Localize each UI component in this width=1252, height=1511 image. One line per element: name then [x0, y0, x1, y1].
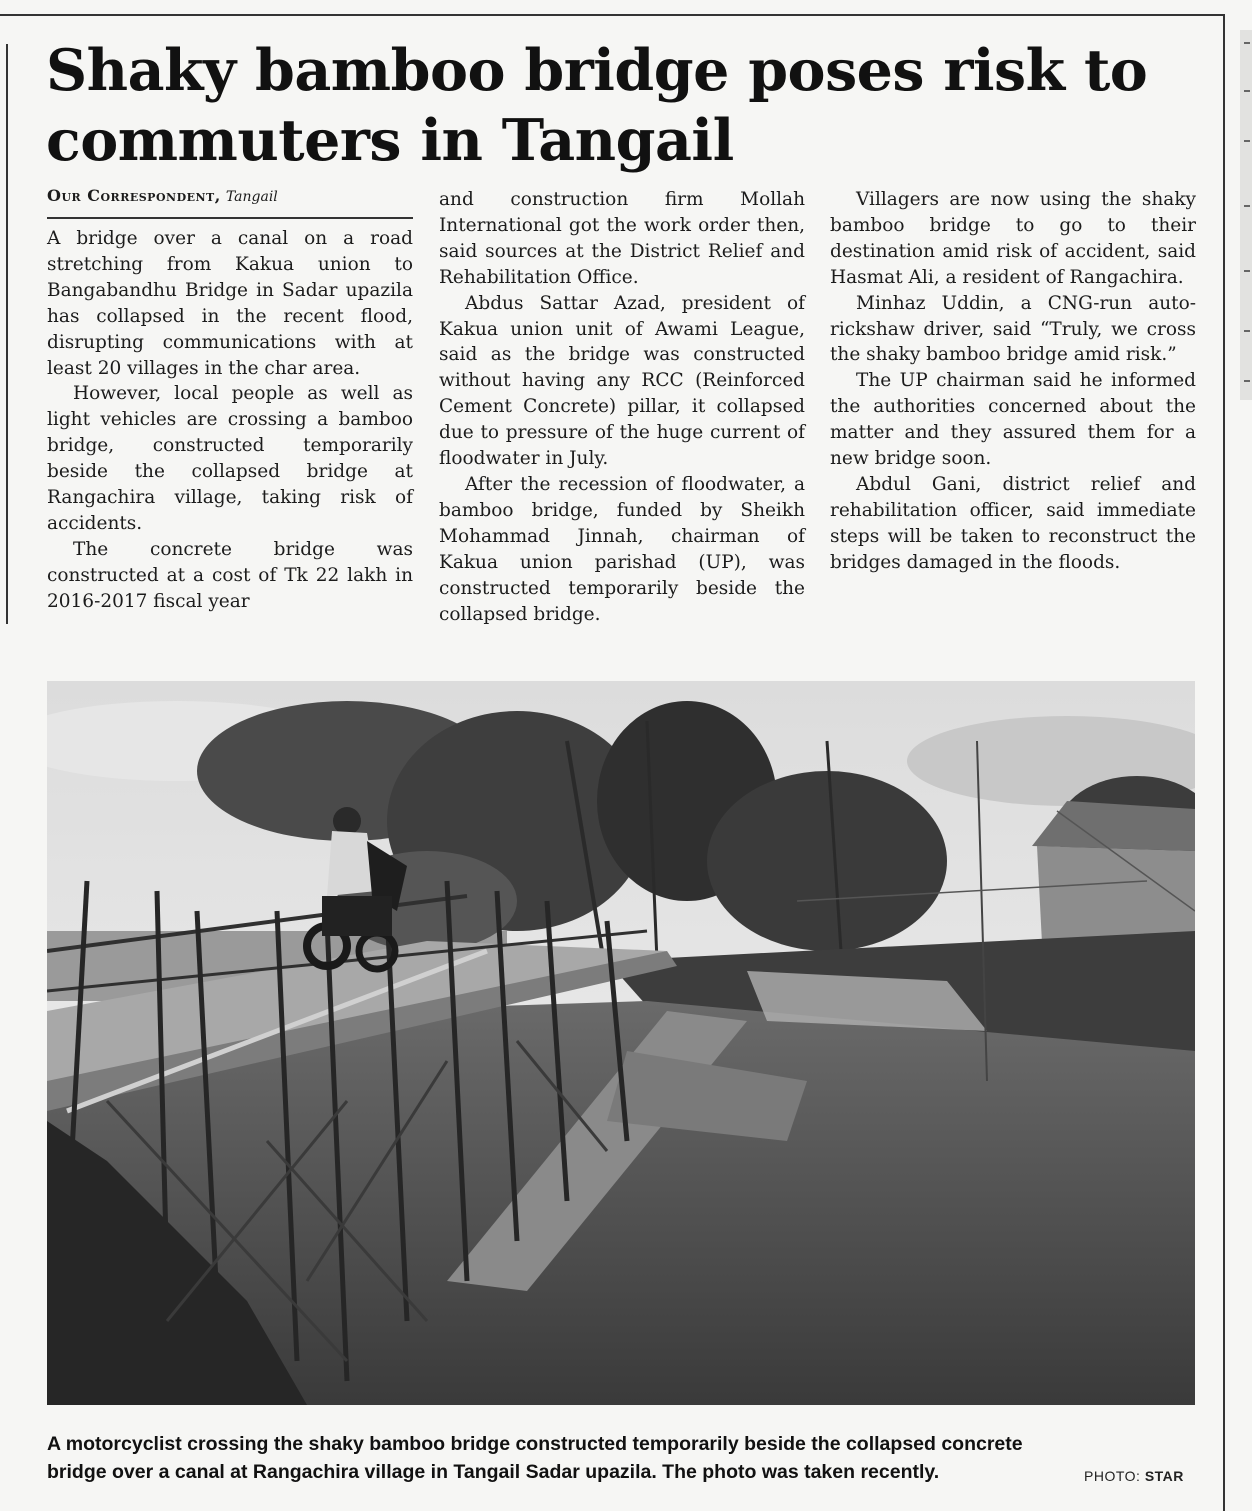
right-border-rule [1223, 14, 1225, 1511]
article-paragraph: However, local people as well as light vehicles are crossing a bamboo bridge, constructed temporarily beside the collapsed bridge at Rangachira village, taking risk of accidents. [47, 383, 413, 534]
news-photo [47, 681, 1195, 1405]
article-paragraph: The UP chairman said he informed the authorities concerned about the matter and they assured them for a new bridge soon. [830, 370, 1196, 470]
photo-credit-source: STAR [1144, 1468, 1184, 1484]
photo-credit-label: PHOTO: [1084, 1468, 1141, 1484]
article-column-2 [439, 187, 805, 627]
photo-caption: A motorcyclist crossing the shaky bamboo bridge constructed temporarily beside the collapsed concrete bridge over a canal at Rangachira village in Tangail Sadar upazila. The photo was taken recently. [47, 1433, 1023, 1483]
article-paragraph: The concrete bridge was constructed at a cost of Tk 22 lakh in 2016-2017 fiscal year [47, 538, 413, 612]
article-paragraph: Minhaz Uddin, a CNG-run auto-rickshaw driver, said “Truly, we cross the shaky bamboo bridge amid risk.” [830, 292, 1196, 366]
article-headline: Shaky bamboo bridge poses risk to commuters in Tangail [46, 37, 1148, 174]
article-paragraph: Abdus Sattar Azad, president of Kakua union unit of Awami League, said as the bridge was constructed without having any RCC (Reinforced Cement Concrete) pillar, it collapsed due to pressure of the huge current of floodwater in July. [439, 292, 805, 470]
article-paragraph: Abdul Gani, district relief and rehabilitation officer, said immediate steps will be taken to reconstruct the bridges damaged in the floods. [830, 473, 1196, 573]
article-column-3 [830, 187, 1196, 576]
left-border-rule [6, 44, 8, 624]
adjacent-page-edge [1240, 30, 1252, 400]
byline-place: Tangail [225, 189, 278, 205]
article-paragraph: A bridge over a canal on a road stretching from Kakua union to Bangabandhu Bridge in Sadar upazila has collapsed in the recent flood, disrupting communications with at least 20 villages in the char area. [47, 228, 413, 379]
photo-credit [1084, 1468, 1184, 1484]
byline [47, 186, 413, 219]
article-paragraph: and construction firm Mollah International got the work order then, said sources at the District Relief and Rehabilitation Office. [439, 189, 805, 288]
article-column-1 [47, 226, 413, 615]
article-paragraph: After the recession of floodwater, a bamboo bridge, funded by Sheikh Mohammad Jinnah, chairman of Kakua union parishad (UP), was constructed temporarily beside the collapsed bridge. [439, 473, 805, 625]
bamboo-bridge-photo-illustration [47, 681, 1195, 1405]
article-paragraph: Villagers are now using the shaky bamboo bridge to go to their destination amid risk of accident, said Hasmat Ali, a resident of Rangachira. [830, 189, 1196, 288]
byline-name: Our Correspondent, [47, 186, 221, 205]
top-border-rule [0, 14, 1224, 16]
